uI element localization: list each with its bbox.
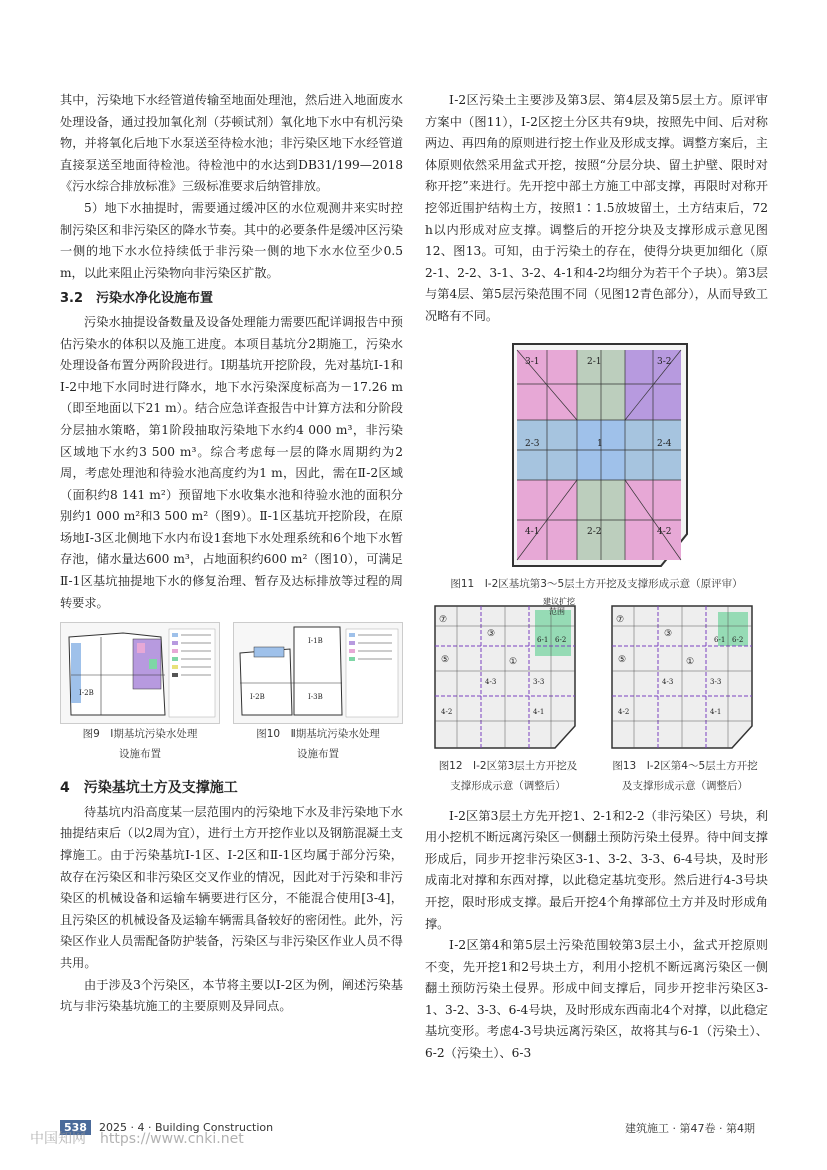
fig12-label: 4-3 bbox=[485, 677, 497, 686]
paragraph: 由于涉及3个污染区，本节将主要以Ⅰ-2区为例，阐述污染基坑与非污染基坑施工的主要原则及异同点。 bbox=[60, 977, 403, 1014]
caption-line: 设施布置 bbox=[119, 748, 161, 761]
fig12-label: 6-2 bbox=[555, 635, 567, 644]
figure-12-caption bbox=[425, 756, 591, 796]
paragraph: Ⅰ-2区第3层土方先开挖1、2-1和2-2（非污染区）号块，利用小挖机不断远离污染区一侧翻土预防污染土侵界。待中间支撑形成后，同步开挖非污染区3-1、3-2、3-3、6-4号块，及时形成南北对撑和东西对撑，以此稳定基坑变形。然后进行4-3号块开挖，限时形成支撑。最后开挖4个角撑部位土方并及时形成角撑。 bbox=[425, 808, 768, 931]
fig13-label: 3-3 bbox=[710, 677, 722, 686]
fig13-label: 6-2 bbox=[732, 635, 744, 644]
figure-9 bbox=[60, 622, 220, 764]
caption-line: 图13 Ⅰ-2区第4～5层土方开挖 bbox=[612, 759, 758, 772]
fig12-label: ③ bbox=[487, 628, 496, 639]
fig12-label: 3-3 bbox=[533, 677, 545, 686]
fig11-label: 3-2 bbox=[657, 356, 672, 367]
page-number: 538 bbox=[60, 1120, 91, 1135]
fig11-label: 3-1 bbox=[525, 356, 540, 367]
figure-13-caption bbox=[602, 756, 768, 796]
paragraph: 污染水抽提设备数量及设备处理能力需要匹配详调报告中预估污染水的体积以及施工进度。本项目基坑分2期施工，污染水处理设备布置分两阶段进行。Ⅰ期基坑开挖阶段，先对基坑Ⅰ-1和Ⅰ-2中地下水同时进行降水，地下水污染深度标高为－17.26 m（即至地面以下21 m）。结合应急详查报告中计算方法和分阶段分层抽水策略，第1阶段抽取污染地下水约4 000 m³，非污染区域地下水约3 500 m³。综合考虑每一层的降水周期约为2周，考虑处理池和待验水池高度约为1 m，因此，需在Ⅱ-2区域（面积约8 141 m²）预留地下水收集水池和待验水池的面积分别约1 000 m²和3 500 m²（图9）。Ⅱ-1区基坑开挖阶段，在原场地Ⅰ-3区北侧地下水内布设1套地下水处理系统和6个地下水暂存池，储水量达600 m³，占地面积约600 m²（图10），可满足Ⅱ-1区基坑抽提地下水的修复治理、暂存及达标排放等过程的周转要求。 bbox=[60, 314, 403, 610]
figure-10-label: I-3B bbox=[308, 693, 323, 702]
fig13-label: ① bbox=[686, 656, 695, 667]
figure-11-caption: 图11 Ⅰ-2区基坑第3～5层土方开挖及支撑形成示意（原评审） bbox=[450, 577, 743, 590]
paragraph: 5）地下水抽提时，需要通过缓冲区的水位观测井来实时控制污染区和非污染区的降水节奏。其中的必要条件是缓冲区污染一侧的地下水水位持续低于非污染一侧的地下水水位至少0.5 m，以此来阻止污染物向非污染区扩散。 bbox=[60, 200, 403, 280]
section-heading: 4 污染基坑土方及支撑施工 bbox=[60, 780, 238, 797]
caption-line: 及支撑形成示意（调整后） bbox=[622, 779, 748, 792]
figure-10-label: I-2B bbox=[250, 693, 265, 702]
fig12-label: 4-2 bbox=[441, 707, 453, 716]
right-column bbox=[425, 90, 768, 1065]
section-heading: 3.2 污染水净化设施布置 bbox=[60, 291, 214, 307]
fig11-label: 4-1 bbox=[525, 526, 540, 537]
figure-row-12-13 bbox=[425, 596, 768, 796]
figure-10-image bbox=[233, 622, 403, 724]
fig13-label: ⑤ bbox=[618, 654, 627, 665]
fig11-label: 2-1 bbox=[587, 356, 602, 367]
fig11-label: 2-4 bbox=[657, 438, 672, 449]
caption-line: 设施布置 bbox=[297, 748, 339, 761]
caption-line: 图12 Ⅰ-2区第3层土方开挖及 bbox=[438, 759, 578, 772]
paragraph: 待基坑内沿高度某一层范围内的污染地下水及非污染地下水抽提结束后（以2周为宜），进行土方开挖作业以及钢筋混凝土支撑施工。由于污染基坑Ⅰ-1区、Ⅰ-2区和Ⅱ-1区均属于部分污染，故存在污染区和非污染区交叉作业的情况，因此对于污染和非污染区的机械设备和运输车辆要进行区分，不能混合使用[3-4]，且污染区的机械设备及运输车辆需具备较好的密闭性。此外，污染区作业人员需配备防护装备，污染区与非污染区作业人员不得共用。 bbox=[60, 804, 403, 970]
fig13-label: 4-2 bbox=[618, 707, 630, 716]
figure-10 bbox=[233, 622, 403, 764]
watermark: 中国知网 https://www.cnki.net bbox=[30, 1131, 244, 1147]
fig13-label: ③ bbox=[664, 628, 673, 639]
fig12-label: ① bbox=[509, 656, 518, 667]
figure-11-image bbox=[425, 334, 768, 574]
figure-10-label: I-1B bbox=[308, 637, 323, 646]
fig12-note: 建议扩挖 bbox=[543, 596, 575, 606]
fig12-label: 6-1 bbox=[537, 635, 549, 644]
fig12-label: ⑤ bbox=[441, 654, 450, 665]
fig11-label: 2-3 bbox=[525, 438, 540, 449]
fig13-label: 4-1 bbox=[710, 707, 722, 716]
figure-11 bbox=[425, 334, 768, 594]
caption-line: 支撑形成示意（调整后） bbox=[450, 779, 566, 792]
left-column bbox=[60, 90, 403, 1018]
fig12-label: ⑦ bbox=[439, 614, 448, 625]
paragraph: Ⅰ-2区污染土主要涉及第3层、第4层及第5层土方。原评审方案中（图11），Ⅰ-2区挖土分区共有9块，按照先中间、后对称两边、再四角的原则进行挖土作业及形成支撑。调整方案后，主体原则依然采用盆式开挖，按照“分层分块、留土护壁、限时对称开挖”来进行。先开挖中部土方施工中部支撑，再限时对称开挖邻近围护结构土方，按照1∶1.5放坡留土，土方结束后，72 h以内形成对应支撑。调整后的开挖分块及支撑形成示意见图12、图13。可知，由于污染土的存在，使得分块更加细化（原2-1、2-2、3-1、3-2、4-1和4-2均细分为若干个子块）。第3层与第4层、第5层污染范围不同（见图12青色部分），从而导致工况略有不同。 bbox=[425, 93, 768, 323]
figure-12 bbox=[425, 596, 591, 796]
fig12-label: 4-1 bbox=[533, 707, 545, 716]
figure-12-image bbox=[425, 596, 591, 756]
journal-issue-en: 2025 · 4 · Building Construction bbox=[98, 1121, 274, 1134]
figure-13 bbox=[602, 596, 768, 796]
footer-right: 建筑施工 · 第47卷 · 第4期 bbox=[625, 1122, 755, 1135]
figure-9-label: I-2B bbox=[79, 689, 94, 698]
figure-13-image bbox=[602, 596, 768, 756]
caption-line: 图9 Ⅰ期基坑污染水处理 bbox=[82, 728, 198, 741]
fig13-label: 6-1 bbox=[714, 635, 726, 644]
fig11-label: 2-2 bbox=[587, 526, 602, 537]
figure-9-image bbox=[60, 622, 220, 724]
fig13-label: ⑦ bbox=[616, 614, 625, 625]
paragraph: 其中，污染地下水经管道传输至地面处理池，然后进入地面废水处理设备，通过投加氧化剂（芬顿试剂）氧化地下水中有机污染物，并将氧化后地下水泵送至待检水池；非污染区地下水经管道直接泵送至地面待检池。待检池中的水达到DB31/199—2018《污水综合排放标准》三级标准要求后纳管排放。 bbox=[60, 93, 403, 194]
fig12-note: 范围 bbox=[549, 606, 565, 616]
figure-10-caption bbox=[233, 724, 403, 764]
fig11-label: 4-2 bbox=[657, 526, 672, 537]
figure-row-9-10 bbox=[60, 622, 403, 764]
figure-9-caption bbox=[60, 724, 220, 764]
paragraph: Ⅰ-2区第4和第5层土污染范围较第3层土小，盆式开挖原则不变，先开挖1和2号块土方，利用小挖机不断远离污染区一侧翻土预防污染土侵界。形成中间支撑后，同步开挖非污染区3-1、3-2、3-3、6-4号块，及时形成东西南北4个对撑，以此稳定基坑变形。考虑4-3号块远离污染区，故将其与6-1（污染土）、6-2（污染土）、6-3 bbox=[425, 938, 768, 1061]
fig13-label: 4-3 bbox=[662, 677, 674, 686]
caption-line: 图10 Ⅱ期基坑污染水处理 bbox=[256, 728, 380, 741]
fig11-label: 1 bbox=[597, 438, 603, 449]
